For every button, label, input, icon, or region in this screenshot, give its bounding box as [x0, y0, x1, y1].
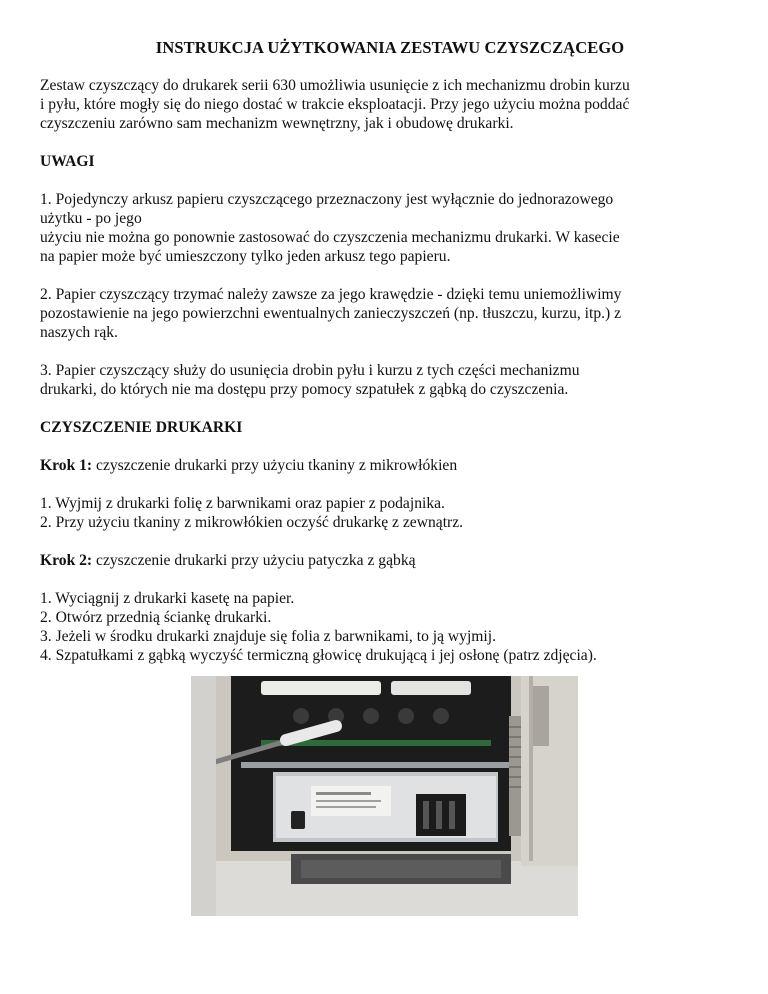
step1-label: Krok 1: [40, 457, 93, 474]
printer-photo-icon [191, 676, 578, 916]
step1-list [40, 494, 740, 532]
document-page [40, 38, 740, 684]
note-line: drukarki, do których nie ma dostępu przy pomocy szpatułek z gąbką do czyszczenia. [40, 381, 569, 398]
intro-line: czyszczeniu zarówno sam mechanizm wewnętrzny, jak i obudowę drukarki. [40, 115, 514, 132]
note-2 [40, 285, 740, 342]
list-item: 1. Wyciągnij z drukarki kasetę na papier. [40, 590, 295, 607]
note-line: naszych rąk. [40, 324, 118, 341]
intro-line: Zestaw czyszczący do drukarek serii 630 umożliwia usunięcie z ich mechanizmu drobin kurzu [40, 77, 630, 94]
list-item: 2. Przy użyciu tkaniny z mikrowłókien oczyść drukarkę z zewnątrz. [40, 514, 464, 531]
step2-list [40, 589, 740, 665]
step1-title [40, 456, 740, 475]
list-item: 4. Szpatułkami z gąbką wyczyść termiczną głowicę drukującą i jej osłonę (patrz zdjęcia). [40, 647, 597, 664]
note-line: 2. Papier czyszczący trzymać należy zawsze za jego krawędzie - dzięki temu uniemożliwimy [40, 286, 622, 303]
document-title: INSTRUKCJA UŻYTKOWANIA ZESTAWU CZYSZCZĄCEGO [155, 38, 625, 57]
list-item: 1. Wyjmij z drukarki folię z barwnikami oraz papier z podajnika. [40, 495, 445, 512]
step2-text: czyszczenie drukarki przy użyciu patyczka z gąbką [92, 552, 416, 569]
cleaning-heading: CZYSZCZENIE DRUKARKI [40, 419, 243, 436]
note-line: użytku - po jego [40, 210, 142, 227]
list-item: 3. Jeżeli w środku drukarki znajduje się folia z barwnikami, to ją wyjmij. [40, 628, 496, 645]
note-line: pozostawienie na jego powierzchni ewentualnych zanieczyszczeń (np. tłuszczu, kurzu, itp.) z [40, 305, 622, 322]
note-line: użyciu nie można go ponownie zastosować do czyszczenia mechanizmu drukarki. W kasecie [40, 229, 620, 246]
notes-heading: UWAGI [40, 153, 95, 170]
note-line: 3. Papier czyszczący służy do usunięcia drobin pyłu i kurzu z tych części mechanizmu [40, 362, 580, 379]
note-line: na papier może być umieszczony tylko jeden arkusz tego papieru. [40, 248, 451, 265]
step2-label: Krok 2: [40, 552, 93, 569]
note-3 [40, 361, 740, 399]
note-1 [40, 190, 740, 266]
note-line: 1. Pojedynczy arkusz papieru czyszczącego przeznaczony jest wyłącznie do jednorazowego [40, 191, 614, 208]
step2-title [40, 551, 740, 570]
step1-text: czyszczenie drukarki przy użyciu tkaniny z mikrowłókien [92, 457, 458, 474]
intro-paragraph [40, 76, 740, 133]
list-item: 2. Otwórz przednią ściankę drukarki. [40, 609, 272, 626]
intro-line: i pyłu, które mogły się do niego dostać w trakcie eksploatacji. Przy jego użyciu można poddać [40, 96, 630, 113]
